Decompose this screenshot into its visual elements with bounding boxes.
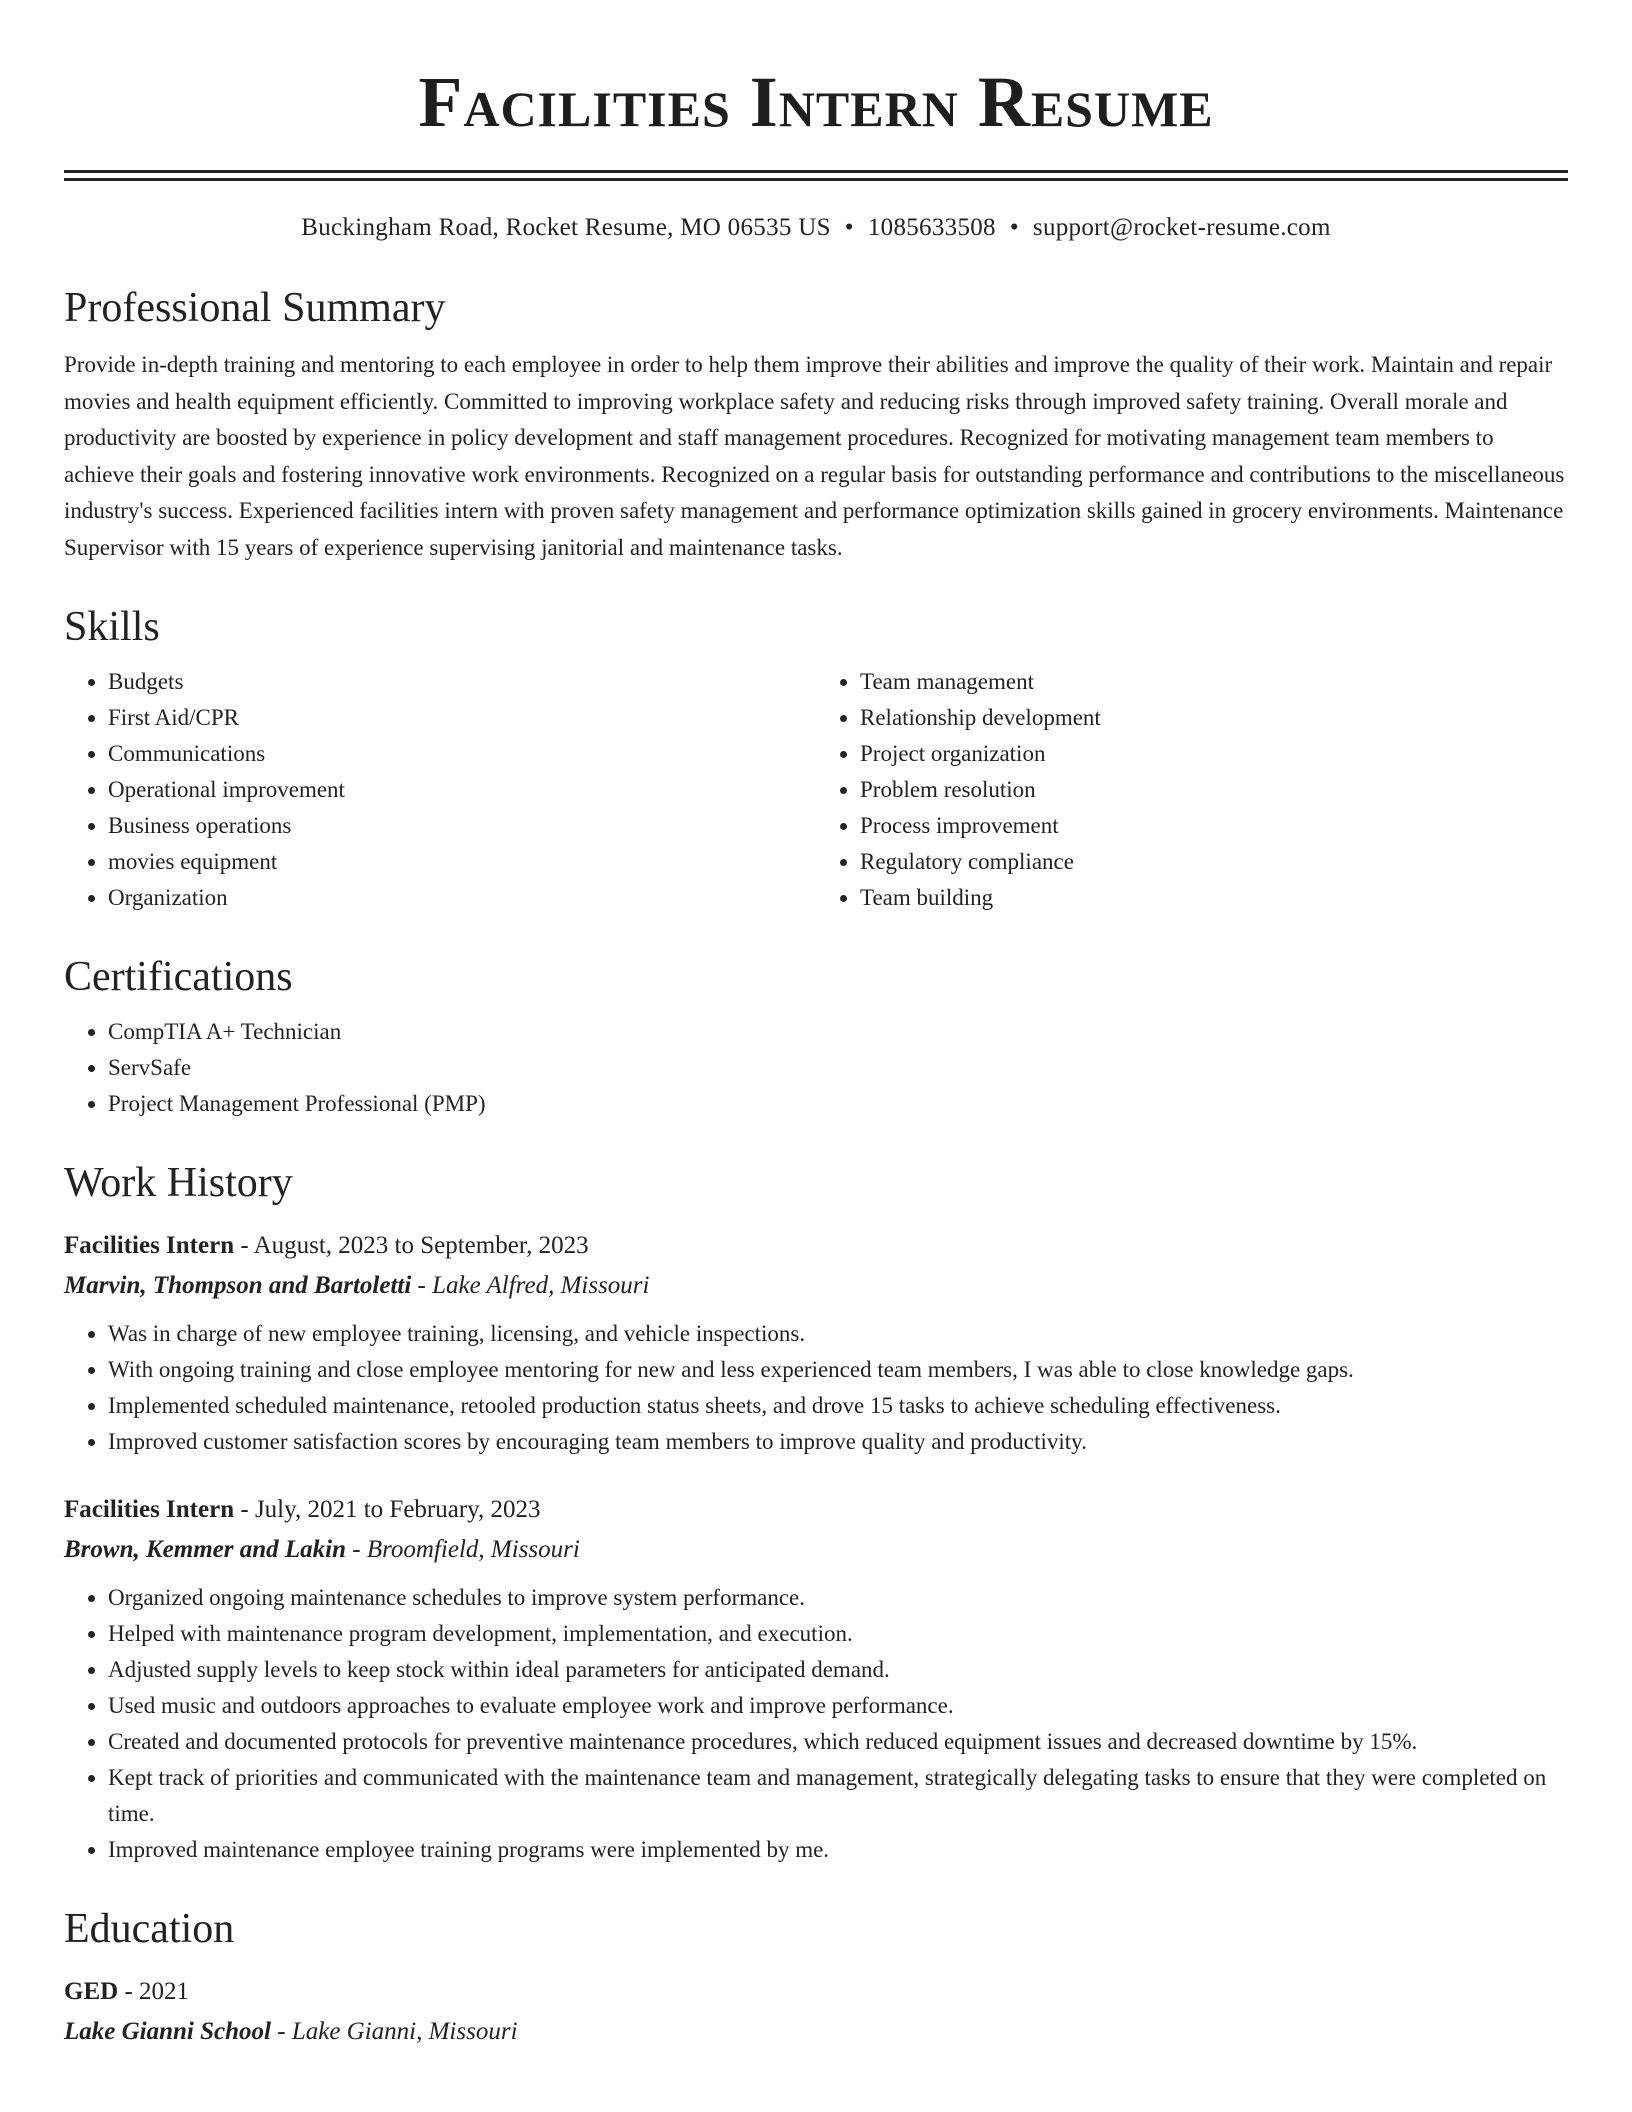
- summary-text: Provide in-depth training and mentoring to each employee in order to help them improve their abilities and improve the quality of their work. Maintain and repair movies and health equipment efficiently. Committed to improving workplace safety and reducing risks through improved safety training. Overall morale and productivity are boosted by experience in policy development and staff management procedures. Recognized for motivating management team members to achieve their goals and fostering innovative work environments. Recognized on a regular basis for outstanding performance and contributions to the miscellaneous industry's success. Experienced facilities intern with proven safety management and performance optimization skills gained in grocery environments. Maintenance Supervisor with 15 years of experience supervising janitorial and maintenance tasks.: [64, 352, 1565, 560]
- skill-item: • movies equipment: [108, 844, 816, 880]
- job-bullets: [64, 1580, 1568, 1868]
- job-company: Brown, Kemmer and Lakin: [64, 1536, 346, 1563]
- certifications-section: [64, 952, 1568, 1122]
- job-bullet: • Used music and outdoors approaches to evaluate employee work and improve performance.: [108, 1688, 1568, 1724]
- skill-item: • Relationship development: [860, 700, 1568, 736]
- job-bullet: • Organized ongoing maintenance schedules to improve system performance.: [108, 1580, 1568, 1616]
- skill-item: • Project organization: [860, 736, 1568, 772]
- job-entry: [64, 1230, 1568, 1460]
- job-bullet: • Improved maintenance employee training programs were implemented by me.: [108, 1832, 1568, 1868]
- education-school: Lake Gianni School: [64, 2018, 271, 2045]
- skills-right-list: [816, 664, 1568, 916]
- certifications-list: [64, 1014, 1568, 1122]
- job-entry: [64, 1494, 1568, 1868]
- skill-item: • Operational improvement: [108, 772, 816, 808]
- certification-item: • CompTIA A+ Technician: [108, 1014, 1568, 1050]
- job-bullet: • Was in charge of new employee training, licensing, and vehicle inspections.: [108, 1316, 1568, 1352]
- skill-item: • Problem resolution: [860, 772, 1568, 808]
- skill-item: • Team building: [860, 880, 1568, 916]
- skills-section: [64, 602, 1568, 916]
- job-bullets: [64, 1316, 1568, 1460]
- skills-heading: Skills: [64, 604, 160, 650]
- skill-item: • Budgets: [108, 664, 816, 700]
- job-title-line: Facilities Intern - July, 2021 to February, 2023: [64, 1496, 541, 1523]
- education-section: [64, 1904, 1568, 2048]
- job-location: Broomfield, Missouri: [366, 1536, 580, 1563]
- job-bullet: • Adjusted supply levels to keep stock within ideal parameters for anticipated demand.: [108, 1652, 1568, 1688]
- education-degree: GED: [64, 1978, 119, 2005]
- summary-heading: Professional Summary: [64, 285, 446, 331]
- job-bullet: • Improved customer satisfaction scores by encouraging team members to improve quality and productivity.: [108, 1424, 1568, 1460]
- job-title: Facilities Intern: [64, 1232, 235, 1259]
- job-company-line: Brown, Kemmer and Lakin - Broomfield, Missouri: [64, 1536, 580, 1563]
- skill-item: • Regulatory compliance: [860, 844, 1568, 880]
- skill-item: • Team management: [860, 664, 1568, 700]
- education-school-line: Lake Gianni School - Lake Gianni, Missouri: [64, 2018, 518, 2045]
- job-dates: August, 2023 to September, 2023: [253, 1232, 589, 1259]
- skill-item: • Communications: [108, 736, 816, 772]
- work-history-heading: Work History: [64, 1160, 293, 1206]
- title-divider: [64, 170, 1568, 181]
- education-year: 2021: [139, 1978, 190, 2005]
- job-bullet: • Created and documented protocols for preventive maintenance procedures, which reduced equipment issues and decreased downtime by 15%.: [108, 1724, 1568, 1760]
- certifications-heading: Certifications: [64, 954, 293, 1000]
- resume-title: Facilities Intern Resume: [418, 62, 1214, 142]
- skill-item: • First Aid/CPR: [108, 700, 816, 736]
- work-history-section: [64, 1158, 1568, 1868]
- certification-item: • Project Management Professional (PMP): [108, 1086, 1568, 1122]
- contact-separator: •: [844, 214, 854, 241]
- education-degree-line: GED - 2021: [64, 1978, 190, 2005]
- job-bullet: • Kept track of priorities and communicated with the maintenance team and management, strategically delegating tasks to ensure that they were completed on time.: [108, 1760, 1568, 1832]
- summary-section: [64, 283, 1568, 566]
- skills-left-list: [64, 664, 816, 916]
- contact-phone: 1085633508: [867, 214, 996, 241]
- contact-email: support@rocket-resume.com: [1032, 214, 1331, 241]
- job-location: Lake Alfred, Missouri: [432, 1272, 650, 1299]
- skills-columns: [64, 664, 1568, 916]
- job-company-line: Marvin, Thompson and Bartoletti - Lake Alfred, Missouri: [64, 1272, 650, 1299]
- contact-line: [64, 213, 1568, 243]
- resume-page: [64, 0, 1568, 2048]
- job-bullet: • With ongoing training and close employee mentoring for new and less experienced team members, I was able to close knowledge gaps.: [108, 1352, 1568, 1388]
- education-heading: Education: [64, 1906, 235, 1952]
- job-bullet: • Implemented scheduled maintenance, retooled production status sheets, and drove 15 tasks to achieve scheduling effectiveness.: [108, 1388, 1568, 1424]
- job-title-line: Facilities Intern - August, 2023 to September, 2023: [64, 1232, 589, 1259]
- education-location: Lake Gianni, Missouri: [291, 2018, 518, 2045]
- job-company: Marvin, Thompson and Bartoletti: [64, 1272, 412, 1299]
- skill-item: • Organization: [108, 880, 816, 916]
- skill-item: • Business operations: [108, 808, 816, 844]
- contact-separator: •: [1009, 214, 1019, 241]
- certification-item: • ServSafe: [108, 1050, 1568, 1086]
- job-title: Facilities Intern: [64, 1496, 235, 1523]
- job-dates: July, 2021 to February, 2023: [254, 1496, 541, 1523]
- skill-item: • Process improvement: [860, 808, 1568, 844]
- job-bullet: • Helped with maintenance program development, implementation, and execution.: [108, 1616, 1568, 1652]
- contact-address: Buckingham Road, Rocket Resume, MO 06535 US: [301, 214, 831, 241]
